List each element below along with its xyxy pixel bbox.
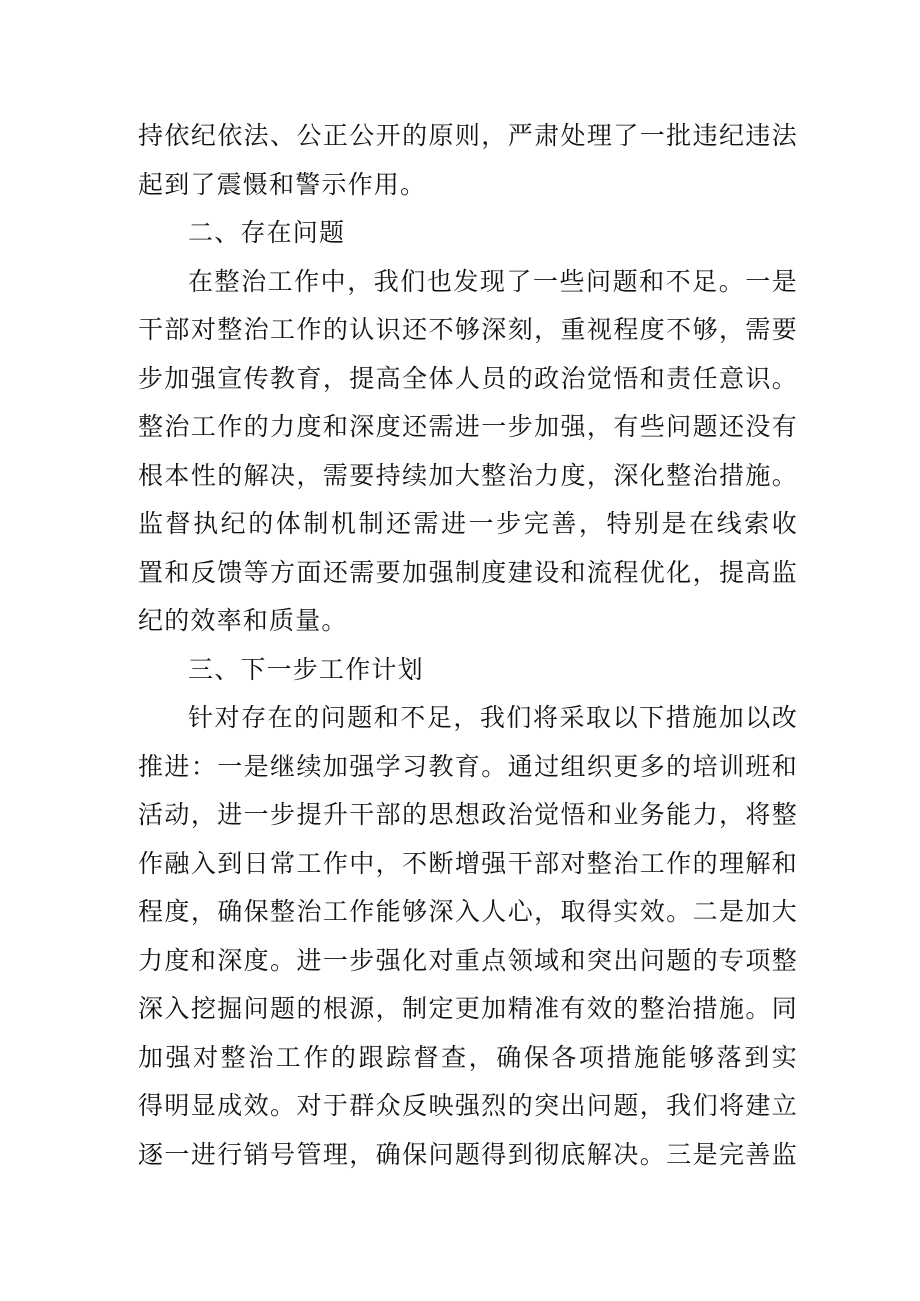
body-text-line: 监督执纪的体制机制还需进一步完善，特别是在线索收	[138, 509, 798, 538]
document-body	[138, 112, 798, 1179]
body-text-line: 程度，确保整治工作能够深入人心，取得实效。二是加大	[138, 897, 798, 926]
body-text-line: 步加强宣传教育，提高全体人员的政治觉悟和责任意识。	[138, 363, 798, 393]
body-text-line: 得明显成效。对于群众反映强烈的突出问题，我们将建立	[138, 1091, 798, 1120]
body-text-line: 推进：一是继续加强学习教育。通过组织更多的培训班和	[138, 751, 798, 781]
body-text-line: 活动，进一步提升干部的思想政治觉悟和业务能力，将整	[138, 800, 798, 829]
body-text-line: 整治工作的力度和深度还需进一步加强，有些问题还没有	[138, 412, 798, 441]
body-text-line: 针对存在的问题和不足，我们将采取以下措施加以改	[188, 703, 798, 732]
body-text-line: 力度和深度。进一步强化对重点领域和突出问题的专项整	[138, 945, 798, 975]
body-text-line: 持依纪依法、公正公开的原则，严肃处理了一批违纪违法	[138, 121, 798, 150]
body-text-line: 纪的效率和质量。	[138, 606, 348, 635]
body-text-line: 在整治工作中，我们也发现了一些问题和不足。一是	[188, 266, 798, 296]
body-text-line: 干部对整治工作的认识还不够深刻，重视程度不够，需要	[138, 315, 798, 344]
body-text-line: 作融入到日常工作中，不断增强干部对整治工作的理解和	[138, 848, 798, 878]
body-text-line: 根本性的解决，需要持续加大整治力度，深化整治措施。	[138, 460, 798, 490]
body-text-line: 置和反馈等方面还需要加强制度建设和流程优化，提高监	[138, 557, 798, 587]
body-text-line: 深入挖掘问题的根源，制定更加精准有效的整治措施。同	[138, 994, 798, 1023]
section-heading: 二、存在问题	[188, 218, 346, 247]
body-text-line: 起到了震慑和警示作用。	[138, 169, 427, 199]
section-heading: 三、下一步工作计划	[188, 654, 424, 684]
body-text-line: 加强对整治工作的跟踪督查，确保各项措施能够落到实	[138, 1042, 798, 1072]
body-text-line: 逐一进行销号管理，确保问题得到彻底解决。三是完善监	[138, 1139, 798, 1169]
